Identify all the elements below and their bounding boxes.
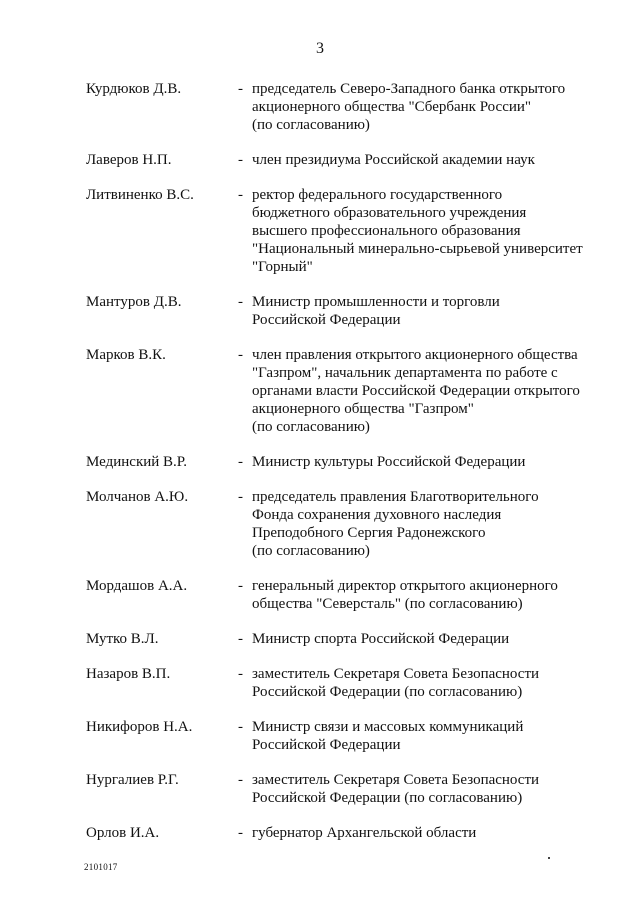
member-list (86, 80, 606, 859)
member-name: Мутко В.Л. (86, 631, 159, 647)
member-name: Литвиненко В.С. (86, 187, 194, 203)
member-name: Молчанов А.Ю. (86, 489, 189, 505)
member-entry (86, 577, 606, 613)
member-entry (86, 80, 606, 134)
member-entry (86, 488, 606, 560)
member-role: заместитель Секретаря Совета Безопасности Российской Федерации (по согласованию) (252, 666, 540, 700)
dash-separator: - (238, 81, 243, 97)
member-entry (86, 293, 606, 329)
dash-separator: - (238, 719, 243, 735)
member-entry (86, 824, 606, 842)
scan-speck (548, 857, 550, 859)
member-name: Нургалиев Р.Г. (86, 772, 179, 788)
member-entry (86, 186, 606, 276)
dash-separator: - (238, 454, 243, 470)
member-role: член правления открытого акционерного общества "Газпром", начальник департамента по работе с органами власти Российской Федерации открытого акционерного общества "Газпром" (по согласованию) (252, 347, 580, 435)
dash-separator: - (238, 152, 243, 168)
member-role: заместитель Секретаря Совета Безопасности Российской Федерации (по согласованию) (252, 772, 540, 806)
member-entry (86, 771, 606, 807)
member-entry (86, 151, 606, 169)
dash-separator: - (238, 631, 243, 647)
document-code: 2101017 (84, 862, 118, 872)
member-entry (86, 630, 606, 648)
member-role: член президиума Российской академии наук (252, 152, 535, 168)
dash-separator: - (238, 489, 243, 505)
member-name: Мантуров Д.В. (86, 294, 182, 310)
member-name: Мединский В.Р. (86, 454, 188, 470)
member-role: Министр промышленности и торговли Российской Федерации (252, 294, 500, 328)
member-name: Мордашов А.А. (86, 578, 188, 594)
dash-separator: - (238, 294, 243, 310)
dash-separator: - (238, 772, 243, 788)
dash-separator: - (238, 578, 243, 594)
member-role: Министр культуры Российской Федерации (252, 454, 526, 470)
member-entry (86, 453, 606, 471)
member-role: губернатор Архангельской области (252, 825, 477, 841)
dash-separator: - (238, 666, 243, 682)
member-role: Министр связи и массовых коммуникаций Российской Федерации (252, 719, 524, 753)
member-name: Лаверов Н.П. (86, 152, 172, 168)
member-role: генеральный директор открытого акционерного общества "Северсталь" (по согласованию) (252, 578, 558, 612)
member-role: председатель Северо-Западного банка открытого акционерного общества "Сбербанк России" (по согласованию) (252, 81, 566, 133)
member-name: Никифоров Н.А. (86, 719, 193, 735)
dash-separator: - (238, 347, 243, 363)
member-entry (86, 718, 606, 754)
member-name: Орлов И.А. (86, 825, 160, 841)
member-role: ректор федерального государственного бюджетного образовательного учреждения высшего профессионального образования "Национальный минерально-сырьевой университет "Горный" (252, 187, 583, 275)
member-name: Назаров В.П. (86, 666, 171, 682)
dash-separator: - (238, 825, 243, 841)
member-entry (86, 665, 606, 701)
member-role: председатель правления Благотворительного Фонда сохранения духовного наследия Преподобного Сергия Радонежского (по согласованию) (252, 489, 539, 559)
dash-separator: - (238, 187, 243, 203)
member-role: Министр спорта Российской Федерации (252, 631, 510, 647)
member-entry (86, 346, 606, 436)
member-name: Марков В.К. (86, 347, 166, 363)
member-name: Курдюков Д.В. (86, 81, 182, 97)
page-number: 3 (316, 40, 324, 57)
